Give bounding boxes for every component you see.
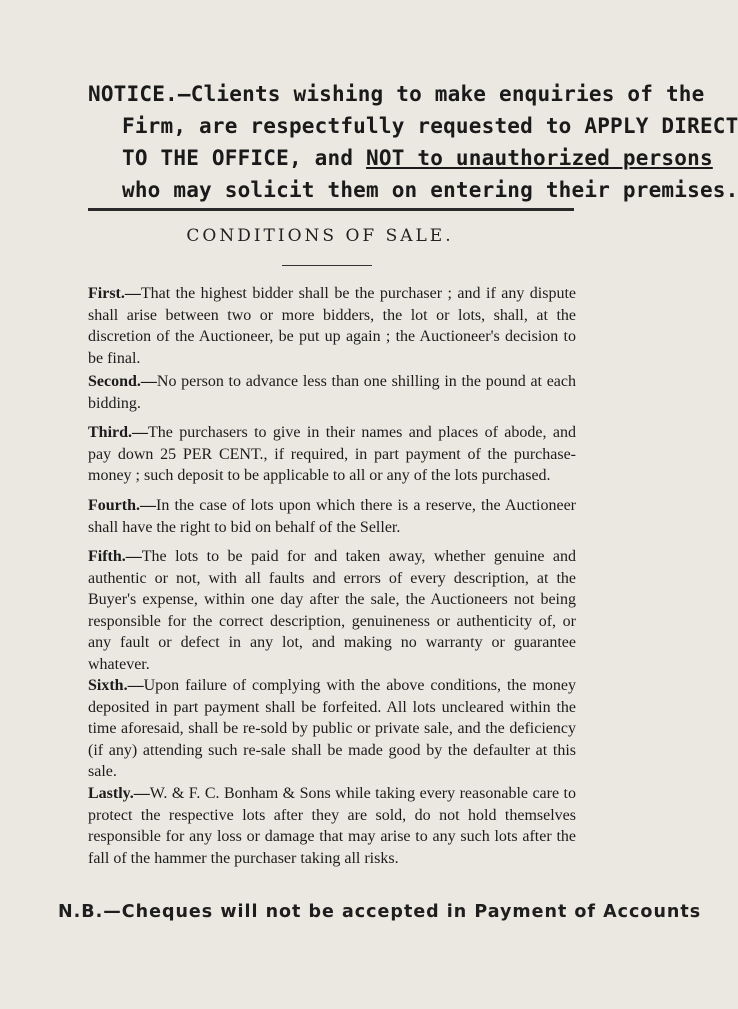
condition-first	[88, 283, 576, 369]
notice-line-1: NOTICE.—Clients wishing to make enquiries of the	[88, 82, 705, 106]
condition-label: Sixth.—	[88, 677, 144, 694]
condition-label: Lastly.—	[88, 785, 150, 802]
condition-text: W. & F. C. Bonham & Sons while taking every reasonable care to protect the respective lots after they are sold, do not hold themselves responsible for any loss or damage that may arise to any such lots after the fall of the hammer the purchaser taking all risks.	[88, 785, 576, 867]
notice-line-4: who may solicit them on entering their premises.	[122, 178, 738, 202]
condition-text: No person to advance less than one shilling in the pound at each bidding.	[88, 373, 576, 412]
condition-label: First.—	[88, 285, 141, 302]
condition-text: The lots to be paid for and taken away, whether genuine and authentic or not, with all faults and errors of every description, at the Buyer's expense, within one day after the sale, the Auctioneers not being responsible for the correct description, genuineness or authenticity of, or any fault or defect in any lot, and making no warranty or guarantee whatever.	[88, 548, 576, 673]
notice-underlined-text: NOT to unauthorized persons	[366, 146, 713, 170]
condition-fourth	[88, 495, 576, 538]
condition-second	[88, 371, 576, 414]
condition-sixth	[88, 675, 576, 783]
condition-lastly	[88, 783, 576, 869]
condition-text: That the highest bidder shall be the purchaser ; and if any dispute shall arise between two or more bidders, the lot or lots, shall, at the discretion of the Auctioneer, be put up again ; the Auctioneer's decision to be final.	[88, 285, 576, 367]
condition-third	[88, 422, 576, 487]
condition-label: Fifth.—	[88, 548, 142, 565]
notice-line-3	[88, 142, 713, 174]
conditions-heading: CONDITIONS OF SALE.	[186, 226, 454, 246]
condition-label: Second.—	[88, 373, 157, 390]
condition-text: Upon failure of complying with the above conditions, the money deposited in part payment shall be forfeited. All lots uncleared within the time aforesaid, shall be re-sold by public or private sale, and the deficiency (if any) attending such re-sale shall be made good by the defaulter at this sale.	[88, 677, 576, 781]
condition-label: Fourth.—	[88, 497, 156, 514]
notice-block	[88, 78, 738, 206]
condition-fifth	[88, 546, 576, 676]
heading-underline	[282, 265, 372, 266]
condition-text: In the case of lots upon which there is a reserve, the Auctioneer shall have the right to bid on behalf of the Seller.	[88, 497, 576, 536]
notice-line-2: Firm, are respectfully requested to APPLY DIRECT	[122, 114, 738, 138]
condition-label: Third.—	[88, 424, 149, 441]
cheques-footer-note: N.B.—Cheques will not be accepted in Payment of Accounts	[58, 902, 702, 922]
notice-line-3-start: TO THE OFFICE, and	[122, 146, 367, 170]
divider-rule	[88, 208, 574, 211]
condition-text: The purchasers to give in their names and places of abode, and pay down 25 PER CENT., if required, in part payment of the purchase-money ; such deposit to be applicable to all or any of the lots purchased.	[88, 424, 576, 485]
